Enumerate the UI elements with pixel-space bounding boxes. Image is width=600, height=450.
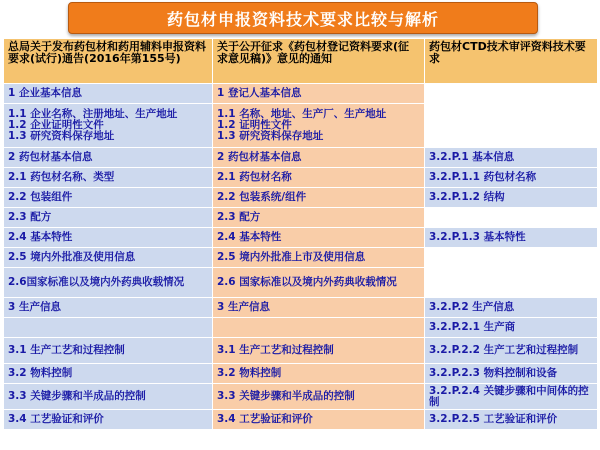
table-cell-c1: 3.2 物料控制 (4, 364, 213, 384)
table-row (4, 148, 598, 168)
table-cell-c2: 3 生产信息 (213, 298, 425, 318)
table-cell-c3: 3.2.P.2.5 工艺验证和评价 (425, 410, 598, 430)
table-cell-c3: 3.2.P.2.2 生产工艺和过程控制 (425, 338, 598, 364)
table-cell-c2: 2.1 药包材名称 (213, 168, 425, 188)
table-row (4, 384, 598, 410)
table-cell-c1: 3.1 生产工艺和过程控制 (4, 338, 213, 364)
table-cell-c2: 1.1 名称、地址、生产厂、生产地址 1.2 证明性文件 1.3 研究资料保存地址 (213, 104, 425, 148)
table-cell-c3 (425, 84, 598, 104)
table-cell-c3: 3.2.P.2.1 生产商 (425, 318, 598, 338)
table-cell-c1: 3 生产信息 (4, 298, 213, 318)
table-cell-c2: 2.5 境内外批准上市及使用信息 (213, 248, 425, 268)
table-row (4, 104, 598, 148)
table-row (4, 208, 598, 228)
table-cell-c3: 3.2.P.1.2 结构 (425, 188, 598, 208)
table-row (4, 364, 598, 384)
table-cell-c2: 1 登记人基本信息 (213, 84, 425, 104)
table-row (4, 318, 598, 338)
header-ctd-requirements: 药包材CTD技术审评资料技术要求 (425, 39, 598, 84)
table-cell-c3: 3.2.P.2.3 物料控制和设备 (425, 364, 598, 384)
table-cell-c1: 2.5 境内外批准及使用信息 (4, 248, 213, 268)
table-cell-c2 (213, 318, 425, 338)
table-cell-c2: 2.2 包装系统/组件 (213, 188, 425, 208)
table-cell-c1: 1.1 企业名称、注册地址、生产地址 1.2 企业证明性文件 1.3 研究资料保存地址 (4, 104, 213, 148)
table-row (4, 248, 598, 268)
table-cell-c2: 2.6 国家标准以及境内外药典收载情况 (213, 268, 425, 298)
table-header-row (4, 39, 598, 84)
table-row (4, 168, 598, 188)
table-cell-c2: 2 药包材基本信息 (213, 148, 425, 168)
table-cell-c3: 3.2.P.1 基本信息 (425, 148, 598, 168)
table-cell-c2: 3.3 关键步骤和半成品的控制 (213, 384, 425, 410)
table-cell-c3: 3.2.P.2 生产信息 (425, 298, 598, 318)
table-cell-c1: 2 药包材基本信息 (4, 148, 213, 168)
table-row (4, 228, 598, 248)
table-cell-c2: 3.1 生产工艺和过程控制 (213, 338, 425, 364)
table-cell-c3: 3.2.P.1.3 基本特性 (425, 228, 598, 248)
table-cell-c1: 2.2 包装组件 (4, 188, 213, 208)
table-cell-c1: 3.3 关键步骤和半成品的控制 (4, 384, 213, 410)
table-cell-c1: 2.4 基本特性 (4, 228, 213, 248)
table-cell-c3 (425, 248, 598, 268)
slide-title: 药包材申报资料技术要求比较与解析 (68, 2, 538, 34)
table-row (4, 84, 598, 104)
table-cell-c3: 3.2.P.2.4 关键步骤和中间体的控制 (425, 384, 598, 410)
header-draft-registration: 关于公开征求《药包材登记资料要求(征求意见稿)》意见的通知 (213, 39, 425, 84)
table-row (4, 188, 598, 208)
table-cell-c2: 3.4 工艺验证和评价 (213, 410, 425, 430)
table-cell-c2: 2.4 基本特性 (213, 228, 425, 248)
table-cell-c1: 2.6国家标准以及境内外药典收载情况 (4, 268, 213, 298)
table-cell-c2: 3.2 物料控制 (213, 364, 425, 384)
table-cell-c2: 2.3 配方 (213, 208, 425, 228)
table-cell-c3 (425, 208, 598, 228)
table-body (4, 84, 598, 430)
header-notice-155: 总局关于发布药包材和药用辅料申报资料要求(试行)通告(2016年第155号) (4, 39, 213, 84)
table-row (4, 410, 598, 430)
table-row (4, 268, 598, 298)
comparison-table (3, 38, 598, 430)
table-row (4, 298, 598, 318)
table-cell-c1: 3.4 工艺验证和评价 (4, 410, 213, 430)
table-cell-c3 (425, 104, 598, 148)
table-cell-c1: 2.3 配方 (4, 208, 213, 228)
table-row (4, 338, 598, 364)
table-cell-c3: 3.2.P.1.1 药包材名称 (425, 168, 598, 188)
table-cell-c3 (425, 268, 598, 298)
table-cell-c1: 2.1 药包材名称、类型 (4, 168, 213, 188)
table-cell-c1: 1 企业基本信息 (4, 84, 213, 104)
table-cell-c1 (4, 318, 213, 338)
